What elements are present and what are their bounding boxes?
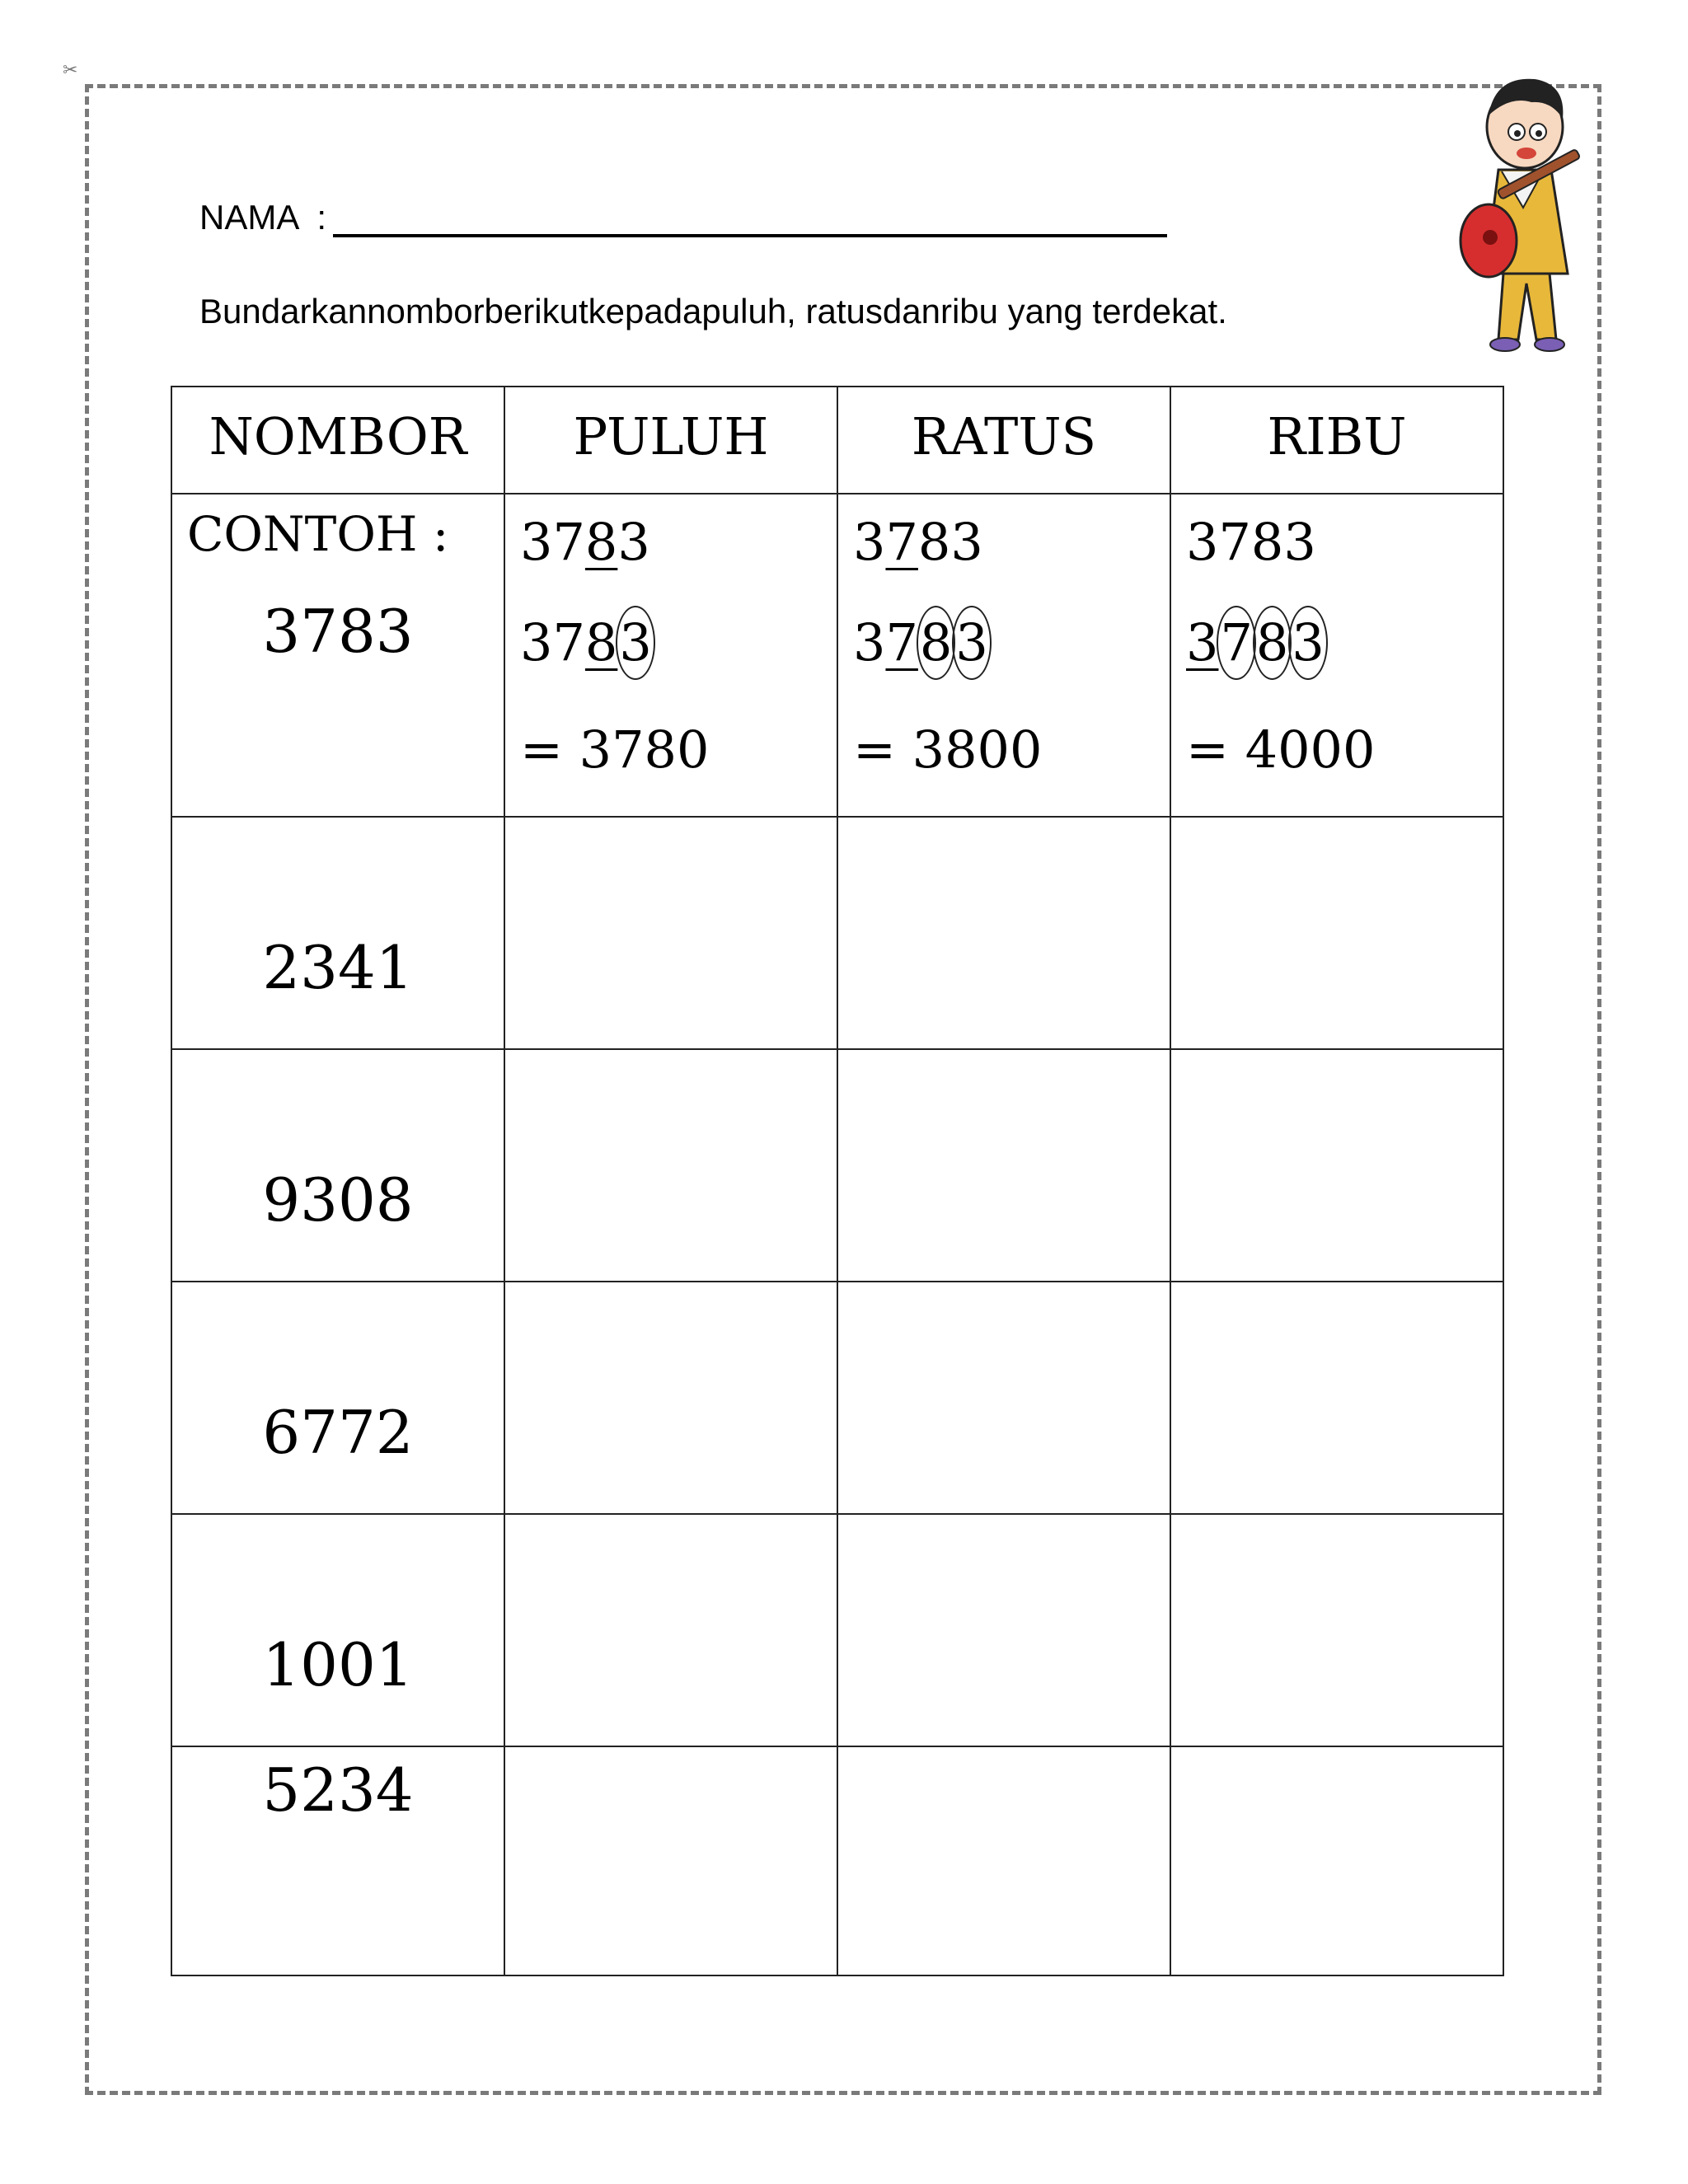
puluh-step-1: 3783 (520, 512, 650, 572)
answer-ratus-cell[interactable] (837, 1746, 1170, 1975)
header-nombor: NOMBOR (171, 387, 504, 494)
answer-ribu-cell[interactable] (1170, 1746, 1503, 1975)
question-number: 6772 (262, 1398, 414, 1467)
name-field-row (199, 198, 1167, 237)
answer-puluh-cell[interactable] (504, 1746, 837, 1975)
question-number: 1001 (262, 1630, 414, 1699)
example-ratus-cell (837, 494, 1170, 817)
answer-ribu-cell[interactable] (1170, 1514, 1503, 1746)
answer-puluh-cell[interactable] (504, 817, 837, 1049)
answer-ribu-cell[interactable] (1170, 1049, 1503, 1282)
table-row (171, 1746, 1503, 1975)
question-number: 2341 (262, 933, 414, 1002)
answer-puluh-cell[interactable] (504, 1049, 837, 1282)
ratus-result: = 3800 (853, 719, 1043, 780)
answer-ratus-cell[interactable] (837, 1282, 1170, 1514)
question-number: 9308 (262, 1165, 414, 1235)
table-row (171, 1514, 1503, 1746)
answer-ribu-cell[interactable] (1170, 1282, 1503, 1514)
example-puluh-cell (504, 494, 837, 817)
table-row (171, 1282, 1503, 1514)
name-write-line[interactable] (333, 198, 1167, 237)
name-label: NAMA : (199, 198, 327, 237)
question-number-cell (171, 1746, 504, 1975)
puluh-result: = 3780 (520, 719, 710, 780)
question-number-cell (171, 1049, 504, 1282)
rounding-table (171, 386, 1504, 1976)
question-number-cell (171, 817, 504, 1049)
cartoon-boy-guitar-illustration (1452, 68, 1592, 364)
table-row (171, 1049, 1503, 1282)
header-puluh: PULUH (504, 387, 837, 494)
example-ribu-cell (1170, 494, 1503, 817)
example-row (171, 494, 1503, 817)
example-number: 3783 (262, 597, 414, 666)
answer-ratus-cell[interactable] (837, 1049, 1170, 1282)
question-number: 5234 (262, 1755, 414, 1825)
answer-ratus-cell[interactable] (837, 817, 1170, 1049)
answer-puluh-cell[interactable] (504, 1282, 837, 1514)
answer-ribu-cell[interactable] (1170, 817, 1503, 1049)
example-label: CONTOH : (187, 506, 449, 562)
example-nombor-cell (171, 494, 504, 817)
table-row (171, 817, 1503, 1049)
ribu-step-2: 3783 (1186, 602, 1503, 709)
question-number-cell (171, 1282, 504, 1514)
answer-ratus-cell[interactable] (837, 1514, 1170, 1746)
instruction-text: Bundarkannomborberikutkepadapuluh, ratusdanribu yang terdekat. (199, 292, 1227, 330)
table-header-row (171, 387, 1503, 494)
puluh-step-2: 3783 (520, 602, 837, 709)
ribu-result: = 4000 (1186, 719, 1376, 780)
scissors-icon: ✂ (63, 59, 78, 80)
ratus-step-2: 3783 (853, 602, 1170, 709)
header-ribu: RIBU (1170, 387, 1503, 494)
answer-puluh-cell[interactable] (504, 1514, 837, 1746)
header-ratus: RATUS (837, 387, 1170, 494)
ribu-step-1: 3783 (1186, 512, 1316, 572)
question-number-cell (171, 1514, 504, 1746)
ratus-step-1: 3783 (853, 512, 983, 572)
